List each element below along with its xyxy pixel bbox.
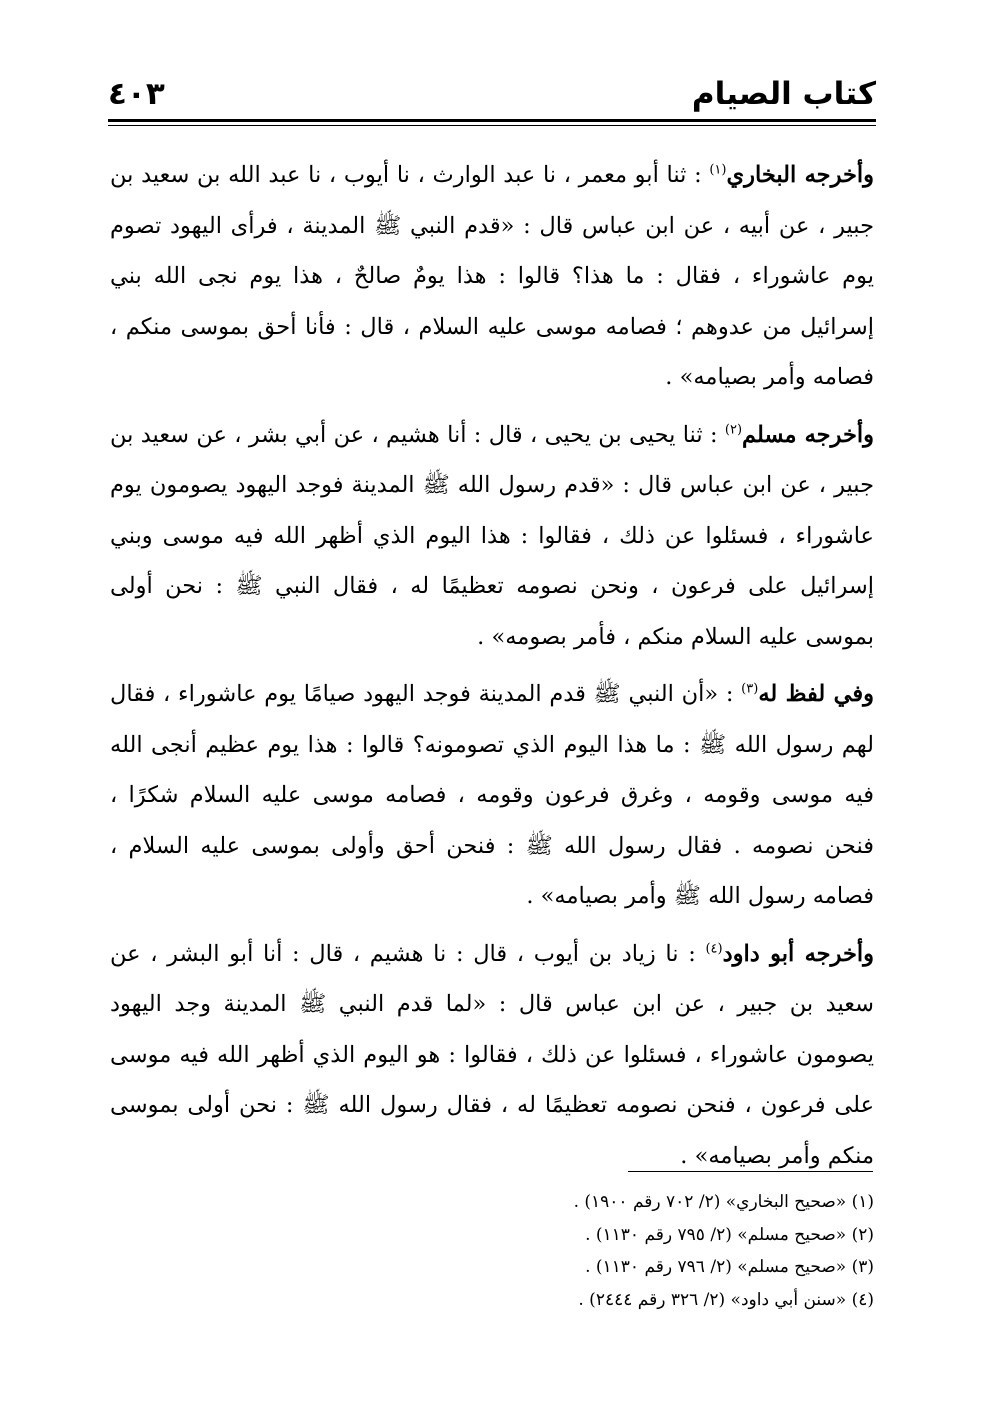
paragraph-abu-dawud: [110, 929, 874, 1182]
paragraph-muslim: [110, 410, 874, 663]
paragraph-lead: وأخرجه مسلم: [742, 421, 874, 448]
footnote-item: (١) «صحيح البخاري» (٢/ ٧٠٢ رقم ١٩٠٠) .: [573, 1192, 874, 1212]
footnote-item: (٤) «سنن أبي داود» (٢/ ٣٢٦ رقم ٢٤٤٤) .: [578, 1289, 874, 1310]
footnote-item: (٢) «صحيح مسلم» (٢/ ٧٩٥ رقم ١١٣٠) .: [585, 1224, 874, 1245]
header-rule-thick: [108, 119, 876, 122]
footnote-ref[interactable]: (١): [709, 162, 727, 178]
footnote-ref[interactable]: (٣): [741, 681, 759, 697]
footnote-item: (٣) «صحيح مسلم» (٢/ ٧٩٦ رقم ١١٣٠) .: [585, 1257, 874, 1277]
paragraph-text: : ثنا يحيى بن يحيى ، قال : أنا هشيم ، عن أبي بشر ، عن سعيد بن جبير ، عن ابن عباس قال : «قدم رسول الله ﷺ المدينة فوجد اليهود يصومون يوم عاشوراء ، فسئلوا عن ذلك ، فقالوا : هذا اليوم الذي أظهر الله فيه موسى وبني إسرائيل على فرعون ، ونحن نصومه تعظيمًا له ، فقال النبي ﷺ : نحن أولى بموسى عليه السلام منكم ، فأمر بصومه» .: [110, 421, 874, 650]
paragraph-lead: وفي لفظ له: [758, 681, 875, 707]
page-number: ٤٠٣: [108, 76, 165, 112]
paragraph-lead: وأخرجه أبو داود: [722, 940, 875, 967]
paragraph-text: : «أن النبي ﷺ قدم المدينة فوجد اليهود صيامًا يوم عاشوراء ، فقال لهم رسول الله ﷺ : ما هذا اليوم الذي تصومونه؟ قالوا : هذا يوم عظيم أنجى الله فيه موسى وقومه ، وغرق فرعون وقومه ، فصامه موسى عليه السلام شكرًا ، فنحن نصومه . فقال رسول الله ﷺ : فنحن أحق وأولى بموسى عليه السلام ، فصامه رسول الله ﷺ وأمر بصيامه» .: [110, 681, 874, 909]
paragraph-lead: وأخرجه البخاري: [726, 162, 875, 188]
footnote-separator: [628, 1171, 873, 1172]
paragraph-text: : نا زياد بن أيوب ، قال : نا هشيم ، قال : أنا أبو البشر ، عن سعيد بن جبير ، عن ابن عباس قال : «لما قدم النبي ﷺ المدينة وجد اليهود يصومون عاشوراء ، فسئلوا عن ذلك ، فقالوا : هو اليوم الذي أظهر الله فيه موسى على فرعون ، فنحن نصومه تعظيمًا له ، فقال رسول الله ﷺ : نحن أولى بموسى منكم وأمر بصيامه» .: [110, 940, 875, 1169]
running-header: [108, 70, 876, 118]
chapter-title: كتاب الصيام: [691, 76, 876, 112]
main-text: [110, 150, 874, 1188]
paragraph-muslim-variant: [110, 669, 874, 922]
footnotes: [574, 1186, 874, 1316]
footnote-ref[interactable]: (٤): [705, 941, 723, 956]
footnote-ref[interactable]: (٢): [724, 422, 743, 437]
paragraph-text: : ثنا أبو معمر ، نا عبد الوارث ، نا أيوب ، نا عبد الله بن سعيد بن جبير ، عن أبيه ، عن ابن عباس قال : «قدم النبي ﷺ المدينة ، فرأى اليهود تصوم يوم عاشوراء ، فقال : ما هذا؟ قالوا : هذا يومٌ صالحٌ ، هذا يوم نجى الله بني إسرائيل من عدوهم ؛ فصامه موسى عليه السلام ، قال : فأنا أحق بموسى منكم ، فصامه وأمر بصيامه» .: [110, 162, 874, 390]
header-rule-thin: [108, 125, 876, 126]
paragraph-bukhari: [110, 150, 874, 403]
